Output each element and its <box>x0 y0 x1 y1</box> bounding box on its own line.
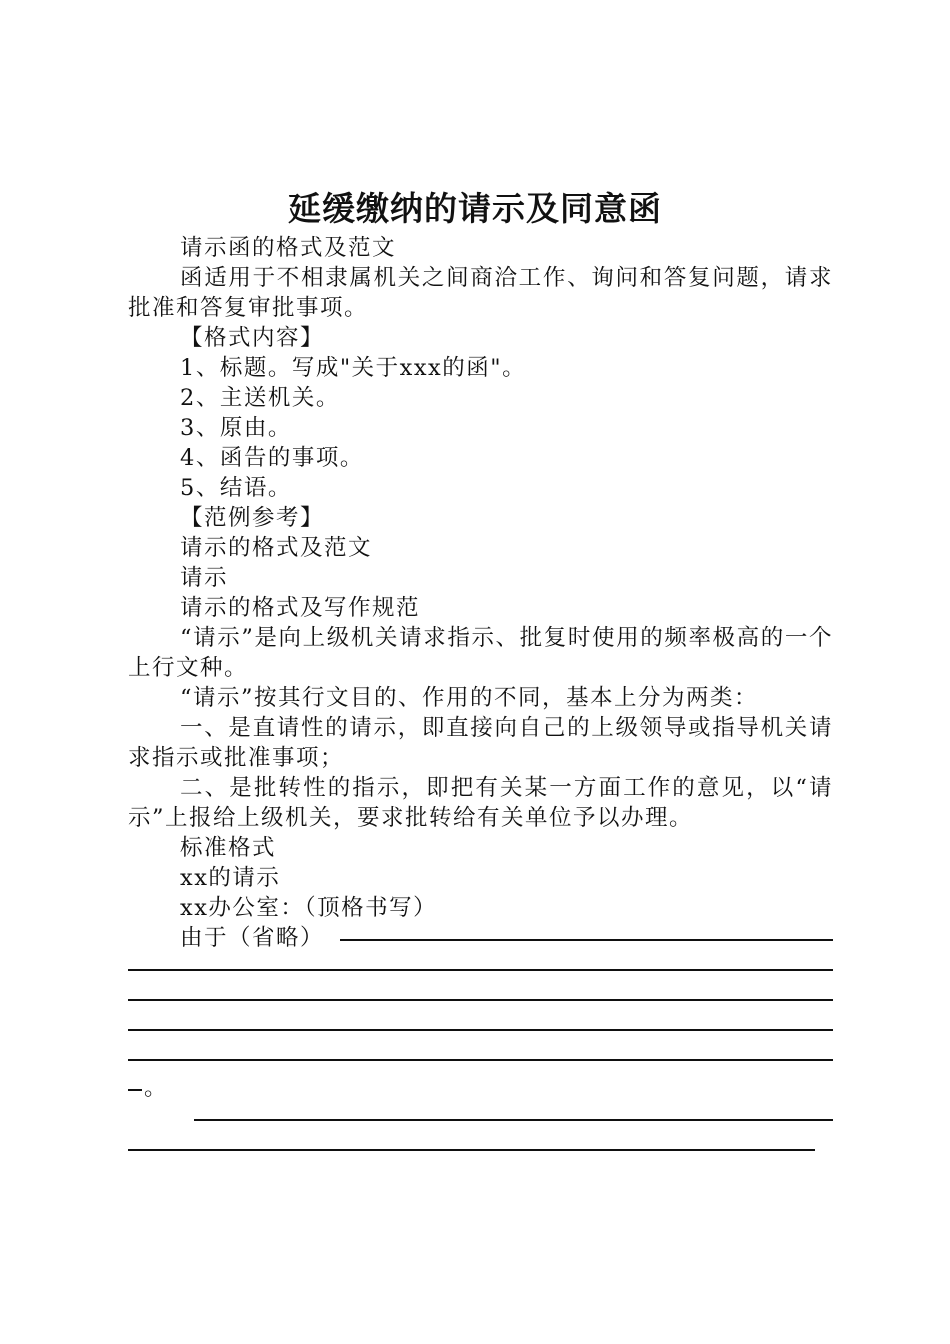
reason-fill-lines <box>128 923 833 1163</box>
reason-prefix: 由于（省略） <box>180 925 325 951</box>
fill-rule <box>128 1089 142 1091</box>
fill-rule <box>128 1059 833 1061</box>
paragraph: 3、原由。 <box>180 415 292 441</box>
fill-rule <box>128 999 833 1001</box>
paragraph: xx办公室：（顶格书写） <box>180 895 438 921</box>
fill-line <box>128 1013 833 1043</box>
fill-rule <box>128 1029 833 1031</box>
paragraph: 请示 <box>180 565 229 591</box>
paragraph: 请示的格式及写作规范 <box>180 595 421 621</box>
paragraph: 标准格式 <box>180 835 277 861</box>
paragraph: 函适用于不相隶属机关之间商洽工作、询问和答复问题，请求批准和答复审批事项。 <box>128 265 833 321</box>
fill-rule <box>128 969 833 971</box>
fill-line <box>128 923 833 953</box>
paragraph: 请示函的格式及范文 <box>180 235 397 261</box>
fill-line <box>128 983 833 1013</box>
paragraph: 【格式内容】 <box>180 325 325 351</box>
paragraph: 请示的格式及范文 <box>180 535 373 561</box>
paragraph: 1、标题。写成"关于xxx的函"。 <box>180 355 527 381</box>
fill-rule <box>340 939 833 941</box>
fill-line <box>128 1103 833 1133</box>
paragraph: xx的请示 <box>180 865 281 891</box>
paragraph: “请示”按其行文目的、作用的不同，基本上分为两类： <box>180 685 759 711</box>
fill-rule <box>128 1149 815 1151</box>
fill-line <box>128 953 833 983</box>
paragraph: 2、主送机关。 <box>180 385 340 411</box>
reason-end-mark: 。 <box>144 1075 169 1101</box>
paragraph: 【范例参考】 <box>180 505 325 531</box>
fill-rule <box>194 1119 833 1121</box>
paragraph: 一、是直请性的请示，即直接向自己的上级领导或指导机关请求指示或批准事项； <box>128 715 833 771</box>
paragraph: 5、结语。 <box>180 475 292 501</box>
paragraph: 4、函告的事项。 <box>180 445 364 471</box>
fill-line <box>128 1133 833 1163</box>
document-body <box>128 233 833 1163</box>
fill-line <box>128 1073 833 1103</box>
document-title: 延缓缴纳的请示及同意函 <box>288 189 662 228</box>
paragraph: 二、是批转性的指示，即把有关某一方面工作的意见，以“请示”上报给上级机关，要求批转给有关单位予以办理。 <box>128 775 833 831</box>
fill-line <box>128 1043 833 1073</box>
paragraph: “请示”是向上级机关请求指示、批复时使用的频率极高的一个上行文种。 <box>128 625 833 681</box>
